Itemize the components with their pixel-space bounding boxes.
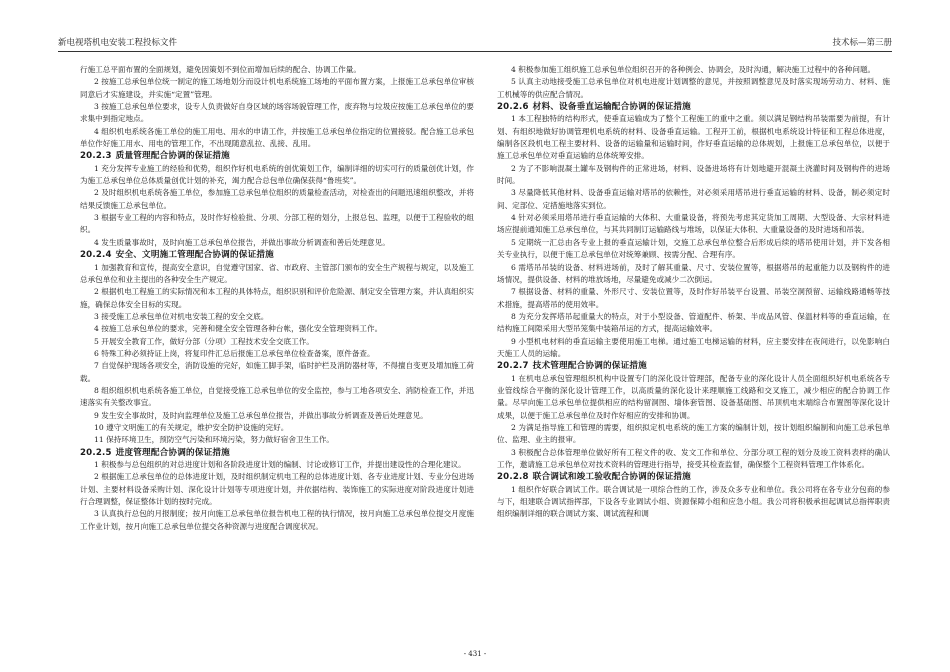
left-paragraph: 11 保持环境卫生，预防空气污染和环境污染，努力做好宿舍卫生工作。 — [94, 435, 334, 445]
left-paragraph: 7 自觉保护现场各项安全，消防设施的完好，如施工脚手架，临时护栏及消防器材等，不得擅自变更及增加施工荷载。 — [80, 361, 474, 383]
right-column — [497, 64, 890, 521]
section-title: 材料、设备垂直运输配合协调的保证措施 — [532, 102, 691, 113]
right-paragraph: 1 本工程独特的结构形式，使垂直运输成为了整个工程施工的重中之重。须以满足钢结构吊装需要为前提，有计划、有组织地做好协调管理机电系统的材料、设备垂直运输。工程开工前，根据机电系统设计特征和工程总体进度，编制各区段机电工程主要材料、设备的运输量和运输时间，作好垂直运输的总体规划，上报施工总承包单位，以便于施工总承包单位对垂直运输的总体统筹安排。 — [497, 114, 890, 161]
section-number: 20.2.4 — [80, 250, 112, 261]
right-paragraph: 8 为充分发挥塔吊起重量大的特点，对于小型设备、管道配件、桥架、半成品风管、保温材料等的垂直运输，在结构施工间隙采用大型吊笼集中装箱吊运的方式，提高运输效率。 — [497, 311, 890, 334]
left-paragraph: 10 遵守文明施工的有关规定，维护安全防护设施的完好。 — [94, 422, 289, 432]
section-number: 20.2.8 — [497, 472, 529, 483]
left-paragraph: 3 按施工总承包单位要求，设专人负责做好自身区域的场容场貌管理工作，废弃物与垃圾应按施工总承包单位的要求集中到指定地点。 — [80, 102, 474, 124]
left-paragraph: 2 及时组织机电系统各施工单位，参加施工总承包单位组织的质量检查活动，对检查出的问题迅速组织整改，并将结果反馈施工总承包单位。 — [80, 188, 474, 210]
right-paragraph: 1 组织作好联合调试工作。联合调试是一项综合性的工作，涉及众多专业和单位。我公司将在各专业分包商的参与下，组建联合调试指挥部，下设各专业调试小组、资源保障小组和应急小组。我公司将积极承担起调试总指挥职责组织编制详细的联合调试方案、调试流程和调 — [497, 484, 890, 519]
section-heading — [80, 447, 474, 459]
section-title: 安全、文明施工管理配合协调的保证措施 — [115, 250, 274, 261]
left-paragraph: 2 根据施工总承包单位的总体进度计划，及时组织制定机电工程的总体进度计划、各专业进度计划、专业分包进场计划、主要材料设备采购计划、深化设计计划等专项进度计划，并依据结构、装饰施工的实际进度对阶段进度计划进行合理调整，保证整体计划的按时完成。 — [80, 472, 474, 507]
left-paragraph: 2 根据机电工程施工的实际情况和本工程的具体特点，组织识别和评价危险源、制定安全管理方案，并认真组织实施，确保总体安全目标的实现。 — [80, 287, 474, 309]
section-number: 20.2.7 — [497, 361, 529, 372]
section-title: 技术管理配合协调的保证措施 — [532, 361, 647, 372]
document-title: 新电视塔机电安装工程投标文件 — [58, 38, 178, 48]
right-paragraph: 5 认真主动地接受施工总承包单位对机电进度计划调整的意见，并按照调整意见及时落实现场劳动力、材料、施工机械等的供应配合情况。 — [497, 77, 890, 99]
left-paragraph: 3 根据专业工程的内容和特点，及时作好检验批、分项、分部工程的划分，上报总包、监理，以便于工程验收的组织。 — [80, 213, 474, 235]
left-paragraph: 5 开展安全教育工作，做好分部（分项）工程技术安全交底工作。 — [94, 336, 314, 346]
right-paragraph: 7 根据设备、材料的重量、外形尺寸、安装位置等，及时作好吊装平台设置、吊装空洞预留、运输线路通畅等技术措施，提高塔吊的使用效率。 — [497, 287, 890, 309]
right-paragraph: 3 尽量降低其他材料、设备垂直运输对塔吊的依赖性，对必须采用塔吊进行垂直运输的材料、设备，制必须定时间、定部位、定措施地落实到位。 — [497, 188, 890, 210]
section-heading — [497, 471, 890, 483]
left-paragraph: 2 按施工总承包单位统一制定的施工场地划分而设计机电系统施工场地的平面布置方案，上报施工总承包单位审核同意后才实施建设，并实施“定置”管理。 — [80, 77, 474, 99]
section-number: 20.2.5 — [80, 447, 112, 458]
section-heading — [80, 249, 474, 261]
page-header — [58, 36, 892, 52]
right-paragraph: 2 为满足指导施工和管理的需要，组织拟定机电系统的施工方案的编制计划，按计划组织编制和向施工总承包单位、监理、业主的报审。 — [497, 422, 890, 445]
right-paragraph: 2 为了不影响混凝土罐车及钢构件的正常进场，材料、设备进场将有计划地避开混凝土浇灌时间及钢构件的进场时间。 — [497, 163, 890, 186]
section-heading — [497, 101, 890, 113]
left-paragraph: 3 接受施工总承包单位对机电安装工程的安全交底。 — [94, 311, 269, 321]
left-paragraph: 行施工总平面布置的全面规划，避免因策划不到位而增加后续的配合、协调工作量。 — [80, 65, 361, 74]
right-paragraph: 9 小型机电材料的垂直运输主要使用施工电梯。通过施工电梯运输的材料，应主要安排在夜间进行，以免影响白天施工人员的运输。 — [497, 336, 890, 358]
section-number: 20.2.6 — [497, 102, 529, 113]
left-paragraph: 9 发生安全事故时，及时向监理单位及施工总承包单位报告，并做出事故分析调查及善后处理意见。 — [94, 410, 428, 420]
left-paragraph: 3 认真执行总包的月报制度；按月向施工总承包单位报告机电工程的执行情况，按月向施工总承包单位提交月度施工作业计划，按月向施工总承包单位提交各种资源与进度配合调度状况。 — [80, 509, 474, 531]
left-column — [80, 64, 474, 533]
left-paragraph: 1 积极参与总包组织的对总进度计划和各阶段进度计划的编制、讨论或修订工作，并提出建设性的合理化建议。 — [94, 460, 466, 469]
left-paragraph: 4 按施工总承包单位的要求，完善和健全安全管理各种台帐，强化安全管理资料工作。 — [94, 324, 383, 334]
left-paragraph: 4 组织机电系统各施工单位的施工用电、用水的申请工作，并按施工总承包单位指定的位置接驳。配合施工总承包单位作好施工用水、用电的管理工作，不出现随意乱拉、乱接、乱用。 — [80, 126, 474, 149]
left-paragraph: 6 特殊工种必须持证上岗，将复印件汇总后报施工总承包单位检查备案，原件备查。 — [94, 348, 375, 358]
right-paragraph: 1 在机电总承包管理组织机构中设置专门的深化设计管理部，配备专业的深化设计人员全面组织好机电系统各专业管线综合平衡的深化设计管理工作，以高质量的深化设计来理顺施工线路和交叉施工，减少相应的配合协调工作量。尽早向施工总承包单位提供相应的结构留洞图、墙体套管图、设备基础图、吊顶机电末端综合布置图等深化设计成果，以便于施工总承包单位及时作好相应的安排和协调。 — [497, 373, 890, 420]
section-title: 进度管理配合协调的保证措施 — [115, 447, 230, 458]
page-number: - 431 - — [463, 650, 487, 658]
right-paragraph: 3 积极配合总体管理单位做好所有工程文件的收、发文工作和单位、分部分项工程的划分及竣工资料表样的确认工作，邀请施工总承包单位对技术资料的管理进行指导，接受其检查监督，确保整个工程资料管理工作体系化。 — [497, 447, 890, 469]
left-paragraph: 4 发生质量事故时，及时向施工总承包单位报告，并做出事故分析调查和善后处理意见。 — [94, 237, 390, 247]
left-paragraph: 1 充分发挥专业施工的经验和优势，组织作好机电系统的创优策划工作，编制详细的切实可行的质量创优计划，作为施工总承包单位总体质量创优计划的补充，竭力配合总包单位确保获得“鲁班奖”。 — [80, 163, 474, 186]
section-heading — [80, 150, 474, 162]
left-paragraph: 8 组织组织机电系统各施工单位，自觉接受施工总承包单位的安全监控，参与工地各项安全、消防检查工作，并迅速落实有关整改事宜。 — [80, 385, 474, 408]
section-title: 质量管理配合协调的保证措施 — [115, 151, 230, 162]
left-paragraph: 1 加强教育和宣传，提高安全意识，自觉遵守国家、省、市政府、主管部门颁布的安全生产规程与规定，以及施工总承包单位和业主提出的各种安全生产规定。 — [80, 262, 474, 284]
right-paragraph: 6 需塔吊吊装的设备、材料进场前，及时了解其重量、尺寸、安装位置等，根据塔吊的起重能力以及钢构件的进场情况，提供设备、材料的堆放场地，尽量避免或减少二次倒运。 — [497, 262, 890, 284]
section-title: 联合调试和竣工验收配合协调的保证措施 — [532, 472, 691, 483]
right-paragraph: 4 积极参加施工组织施工总承包单位组织召开的各种例会、协调会，及时沟通，解决施工过程中的各种问题。 — [511, 65, 876, 74]
header-rule — [58, 51, 892, 52]
volume-label: 技术标—第三册 — [832, 38, 892, 48]
right-paragraph: 5 定期统一汇总由各专业上报的垂直运输计划，交施工总承包单位整合后形成后续的塔吊使用计划，并下发各相关专业执行，以便于施工总承包单位对统筹兼顾、按需分配、合理有序。 — [497, 237, 890, 260]
right-paragraph: 4 针对必须采用塔吊进行垂直运输的大体积、大重量设备，将预先考虑其定货加工周期、大型设备、大宗材料进场应提前通知施工总承包单位，与其共同制订运输路线与堆场，以保证大体积、大重量设备的及时进场和吊装。 — [497, 213, 890, 235]
section-heading — [497, 360, 890, 372]
section-number: 20.2.3 — [80, 151, 112, 162]
